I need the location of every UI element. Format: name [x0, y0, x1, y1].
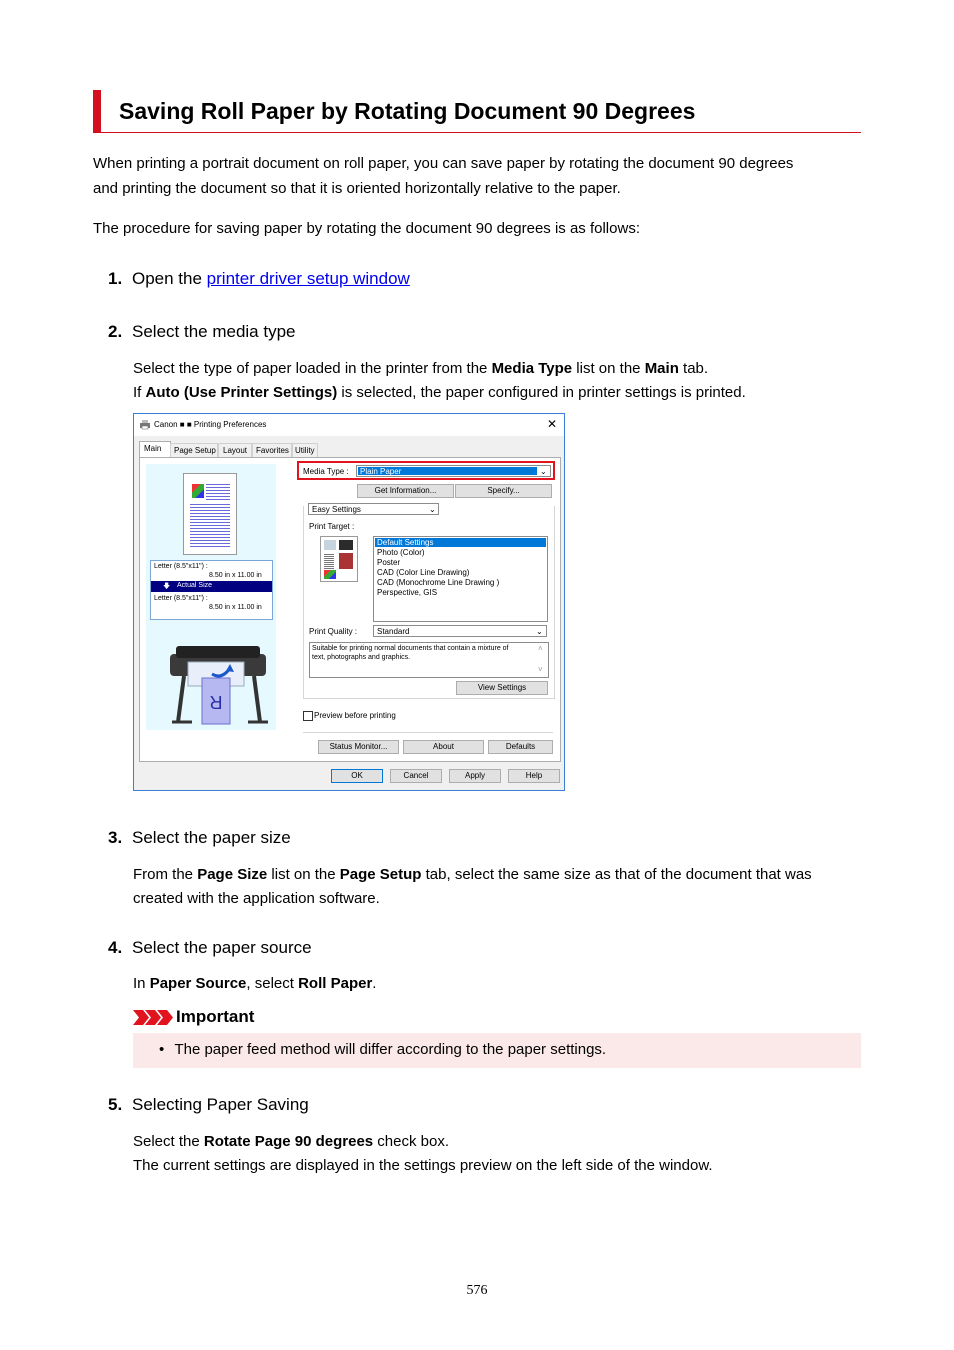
media-type-label: Media Type : — [303, 467, 349, 476]
tab-main[interactable] — [139, 441, 171, 458]
step-text: Open the — [132, 269, 207, 288]
down-arrow-icon: 🡇 — [163, 583, 171, 590]
print-target-list[interactable] — [373, 536, 548, 622]
paper-size: 8.50 in x 11.00 in — [209, 572, 262, 579]
main-term: Main — [644, 360, 679, 377]
page-number: 576 — [466, 1283, 488, 1298]
preview-checkbox-label: Preview before printing — [314, 711, 396, 720]
settings-preview — [146, 464, 276, 730]
step-5 — [108, 1095, 309, 1115]
text-lines — [190, 502, 230, 548]
chevron-down-icon[interactable]: ˅ — [538, 665, 543, 674]
apply-button[interactable]: Apply — [449, 769, 501, 783]
print-quality-label: Print Quality : — [309, 627, 358, 636]
step-number: 1. — [108, 269, 123, 288]
large-format-printer-image — [162, 624, 272, 728]
print-quality-select[interactable] — [373, 625, 547, 637]
dialog-titlebar — [134, 414, 564, 436]
text: is selected, the paper configured in printer settings is printed. — [337, 383, 746, 401]
description-box — [309, 642, 549, 678]
thumb-photo — [339, 553, 353, 569]
tab-label: Page Setup — [174, 446, 216, 455]
get-information-button[interactable]: Get Information... — [357, 484, 454, 498]
text: list on the — [572, 360, 645, 377]
text: . — [372, 975, 377, 992]
media-type-value: Plain Paper — [360, 467, 402, 476]
step-3-description — [133, 863, 812, 910]
thumb-photo — [339, 540, 353, 550]
tab-utility[interactable] — [292, 443, 318, 458]
easy-settings-value: Easy Settings — [312, 505, 361, 514]
preview-letter: R — [209, 692, 223, 712]
step-text: Select the paper source — [132, 938, 312, 957]
step-4 — [108, 938, 312, 958]
list-item[interactable]: Perspective, GIS — [377, 588, 438, 597]
step-1 — [108, 269, 410, 289]
page-size-term: Page Size — [197, 866, 268, 883]
ok-button[interactable]: OK — [331, 769, 383, 783]
step-2-line-2 — [133, 381, 746, 405]
printing-preferences-dialog — [133, 413, 565, 791]
status-monitor-button[interactable]: Status Monitor... — [318, 740, 399, 754]
text: list on the — [267, 866, 340, 883]
divider — [303, 732, 553, 733]
important-note — [159, 1041, 606, 1058]
page-title: Saving Roll Paper by Rotating Document 90 Degrees — [119, 98, 696, 124]
text: , select — [246, 975, 299, 992]
specify-button[interactable]: Specify... — [455, 484, 552, 498]
print-quality-value: Standard — [377, 627, 410, 636]
paper-size-info — [150, 560, 273, 620]
paper-source-term: Paper Source — [149, 975, 247, 992]
step-text: Select the paper size — [132, 828, 291, 847]
tab-page-setup[interactable] — [170, 443, 218, 458]
tab-label: Utility — [295, 446, 315, 455]
step-5-line-1 — [133, 1130, 713, 1154]
intro-line-2: and printing the document so that it is oriented horizontally relative to the paper. — [93, 180, 621, 197]
text: check box. — [373, 1133, 450, 1150]
important-title: Important — [176, 1007, 255, 1026]
help-button[interactable]: Help — [508, 769, 560, 783]
document-preview — [183, 473, 237, 555]
step-number: 2. — [108, 322, 123, 341]
dialog-title: Canon ■ ■ Printing Preferences — [154, 420, 267, 429]
printer-icon — [139, 419, 151, 430]
step-text: Selecting Paper Saving — [132, 1095, 309, 1114]
list-item[interactable]: Poster — [377, 558, 401, 567]
intro-line-1: When printing a portrait document on roll paper, you can save paper by rotating the document 90 degrees — [93, 155, 794, 172]
list-item[interactable]: Photo (Color) — [377, 548, 425, 557]
step-text: Select the media type — [132, 322, 296, 341]
tab-label: Favorites — [256, 446, 289, 455]
text: If — [133, 383, 146, 401]
description-line: text, photographs and graphics. — [312, 654, 411, 661]
intro-paragraph-2: The procedure for saving paper by rotating the document 90 degrees is as follows: — [93, 220, 640, 237]
roll-paper-term: Roll Paper — [298, 975, 373, 992]
important-arrows-icon — [133, 1010, 173, 1025]
tab-favorites[interactable] — [252, 443, 292, 458]
media-type-term: Media Type — [491, 360, 573, 377]
chevron-up-icon[interactable]: ˄ — [538, 644, 543, 653]
thumb-graphic — [324, 570, 336, 579]
step-2 — [108, 322, 295, 342]
step-5-line-2: The current settings are displayed in the settings preview on the left side of the window. — [133, 1156, 713, 1174]
actual-size-label: Actual Size — [177, 582, 213, 589]
step-number: 4. — [108, 938, 123, 957]
print-target-label: Print Target : — [309, 522, 355, 531]
printer-driver-setup-link[interactable]: printer driver setup window — [206, 269, 410, 288]
text: Select the type of paper loaded in the printer from the — [133, 360, 492, 377]
text: tab. — [678, 360, 709, 377]
step-number: 5. — [108, 1095, 123, 1114]
view-settings-button[interactable]: View Settings — [456, 681, 548, 695]
text: From the — [133, 866, 198, 883]
page-setup-term: Page Setup — [339, 866, 422, 883]
important-text: The paper feed method will differ according to the paper settings. — [174, 1041, 607, 1058]
text: In — [133, 975, 150, 992]
cancel-button[interactable]: Cancel — [390, 769, 442, 783]
tab-label: Main — [144, 444, 162, 453]
step-3 — [108, 828, 291, 848]
auto-term: Auto (Use Printer Settings) — [145, 383, 338, 401]
paper-name: Letter (8.5"x11") : — [154, 563, 208, 570]
heading-accent-bar — [93, 90, 101, 133]
tab-layout[interactable] — [218, 443, 252, 458]
heading-rule — [93, 132, 861, 133]
text: tab, select the same size as that of the document that was — [421, 866, 812, 883]
list-item[interactable]: CAD (Color Line Drawing) — [377, 568, 470, 577]
step-3-line-2: created with the application software. — [133, 889, 380, 907]
list-item[interactable]: CAD (Monochrome Line Drawing ) — [377, 578, 500, 587]
step-number: 3. — [108, 828, 123, 847]
thumb-text — [324, 553, 334, 569]
list-item[interactable]: Default Settings — [377, 538, 434, 547]
paper-name: Letter (8.5"x11") : — [154, 595, 208, 602]
intro-paragraph — [93, 151, 793, 201]
tab-label: Layout — [223, 446, 248, 455]
preview-checkbox[interactable] — [303, 711, 313, 721]
step-2-description — [133, 357, 746, 404]
rotate-page-term: Rotate Page 90 degrees — [203, 1133, 374, 1150]
paper-size: 8.50 in x 11.00 in — [209, 604, 262, 611]
description-line: Suitable for printing normal documents that contain a mixture of — [312, 645, 509, 652]
step-2-line-1 — [133, 357, 746, 381]
about-button[interactable]: About — [403, 740, 484, 754]
step-3-line-1 — [133, 863, 812, 887]
defaults-button[interactable]: Defaults — [488, 740, 553, 754]
chevron-down-icon: ⌄ — [429, 505, 436, 514]
step-4-description — [133, 972, 376, 996]
media-type-select[interactable] — [356, 465, 551, 477]
thumb-photo — [324, 540, 336, 550]
close-icon[interactable]: ✕ — [547, 417, 558, 431]
chevron-down-icon: ⌄ — [540, 467, 547, 476]
print-target-thumbnail — [320, 536, 358, 582]
actual-size-bar — [151, 581, 272, 592]
chevron-down-icon: ⌄ — [536, 627, 543, 636]
bullet: • — [159, 1041, 165, 1058]
text: Select the — [133, 1133, 204, 1150]
step-5-description — [133, 1130, 713, 1177]
image-icon — [192, 484, 204, 498]
